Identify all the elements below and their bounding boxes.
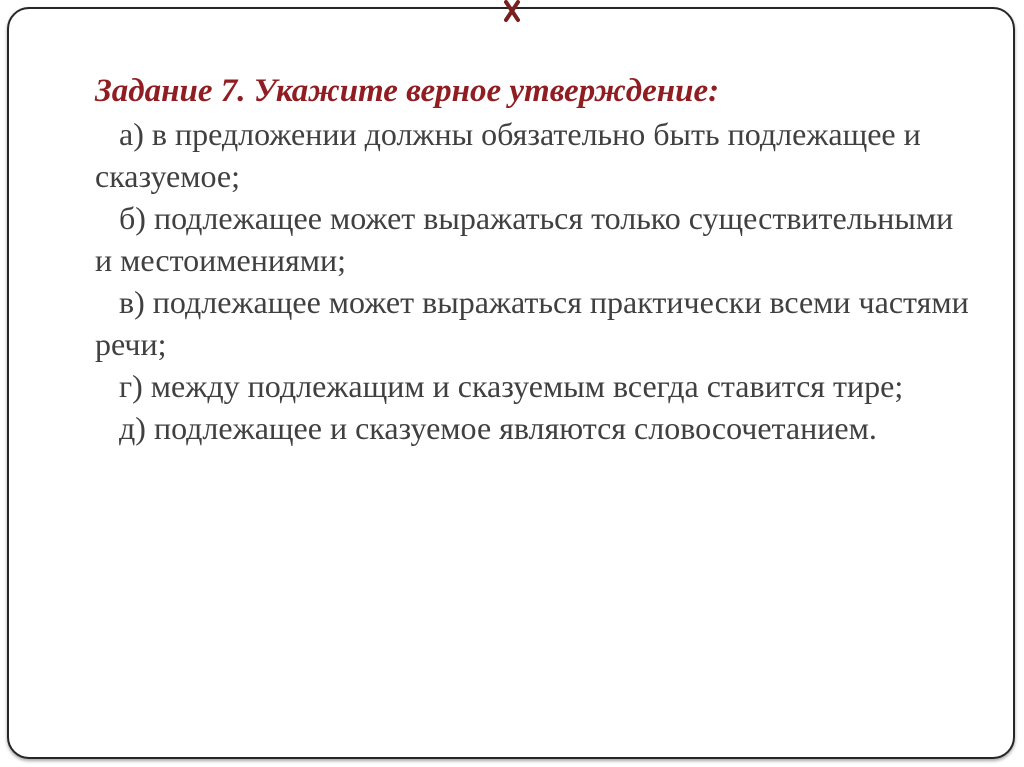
option-e: д) подлежащее и сказуемое являются словосочетанием.	[119, 410, 877, 446]
option-b: б) подлежащее может выражаться только существительными и местоимениями;	[95, 200, 954, 278]
option-a: а) в предложении должны обязательно быть подлежащее и сказуемое;	[95, 116, 921, 194]
task-content	[95, 69, 975, 449]
x-mark-icon	[503, 0, 521, 22]
option-c: в) подлежащее может выражаться практически всеми частями речи;	[95, 284, 969, 362]
options-list	[95, 113, 975, 449]
option-d: г) между подлежащим и сказуемым всегда ставится тире;	[119, 368, 904, 404]
task-title: Задание 7. Укажите верное утверждение:	[95, 73, 720, 109]
